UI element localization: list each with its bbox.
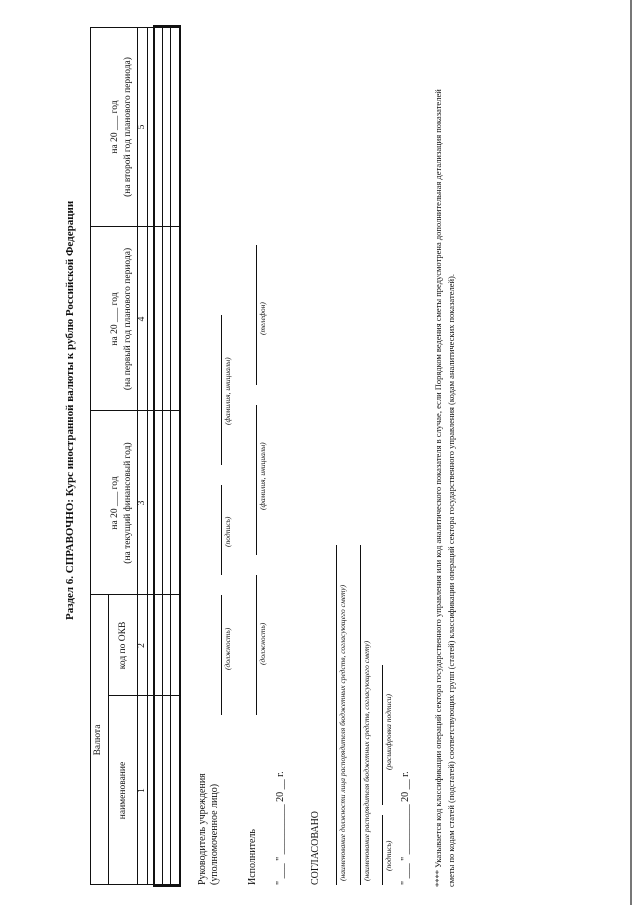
executor-caption-name: (фамилия, инициалы): [258, 442, 267, 510]
head-caption-signature: (подпись): [223, 516, 232, 547]
executor-caption-position: (должность): [258, 622, 267, 665]
footnote-line-1: **** Указывается код классификации операций сектора государственного управления или код аналитического показателя в случае, если Порядком ведения сметы предусмотрена дополнительная детализация показателей: [433, 89, 443, 887]
section-title: Раздел 6. СПРАВОЧНО: Курс иностранной валюты к рублю Российской Федерации: [64, 200, 76, 620]
column-number-4: 4: [137, 316, 147, 322]
column-number-1: 1: [137, 788, 147, 793]
column-header-okv: код по ОКВ: [118, 621, 128, 670]
approved-caption-signature: (подпись): [384, 840, 393, 871]
column-number-5: 5: [137, 124, 147, 130]
column-number-2: 2: [137, 643, 147, 648]
head-caption-name: (фамилия, инициалы): [223, 357, 232, 425]
approved-caption-decoding: (расшифровка подписи): [384, 693, 393, 770]
column-header-name: наименование: [118, 761, 128, 820]
executor-caption-phone: (телефон): [258, 302, 267, 335]
column-header-plan-year-1: на 20 ___ год: [110, 292, 120, 346]
approved-label: СОГЛАСОВАНО: [310, 810, 321, 885]
approved-official-line: [336, 545, 337, 885]
executor-position-line: [256, 575, 257, 715]
head-caption-position: (должность): [223, 627, 232, 670]
approved-caption-official: (наименование должности лица распорядителя бюджетных средств, согласующего смету): [338, 584, 347, 881]
head-position-line: [221, 595, 222, 715]
column-header-current-year: на 20 ___ год: [110, 476, 120, 530]
approved-decoding-line: [382, 665, 383, 805]
head-sublabel: (уполномоченное лицо): [209, 783, 220, 885]
column-header-plan-year-2: на 20 ___ год: [110, 100, 120, 154]
column-header-current-year-desc: (на текущий финансовый год): [123, 442, 133, 564]
executor-date: " ___ " __________ 20 __ г.: [275, 771, 286, 885]
executor-phone-line: [256, 245, 257, 385]
column-header-plan-year-1-desc: (на первый год планового периода): [123, 247, 133, 391]
approved-signature-line: [382, 815, 383, 885]
head-name-line: [221, 315, 222, 465]
footnote-line-2: сметы по кодам статей (подстатей) соответствующих групп (статей) классификации операций сектора государственного управления (кодам аналитических показателей).: [446, 274, 456, 887]
head-signature-line: [221, 485, 222, 575]
executor-label: Исполнитель: [247, 829, 258, 885]
column-header-plan-year-2-desc: (на второй год планового периода): [123, 57, 133, 197]
approved-date: " ___ " __________ 20 __ г.: [400, 771, 411, 885]
currency-rate-table: [90, 27, 180, 885]
approved-org-line: [360, 545, 361, 885]
head-label: Руководитель учреждения: [197, 773, 208, 885]
table-group-header: Валюта: [93, 724, 103, 756]
column-number-3: 3: [137, 500, 147, 506]
approved-caption-org: (наименование распорядителя бюджетных средств, согласующего смету): [362, 640, 371, 881]
executor-name-line: [256, 405, 257, 555]
scan-edge-line: [630, 0, 632, 905]
